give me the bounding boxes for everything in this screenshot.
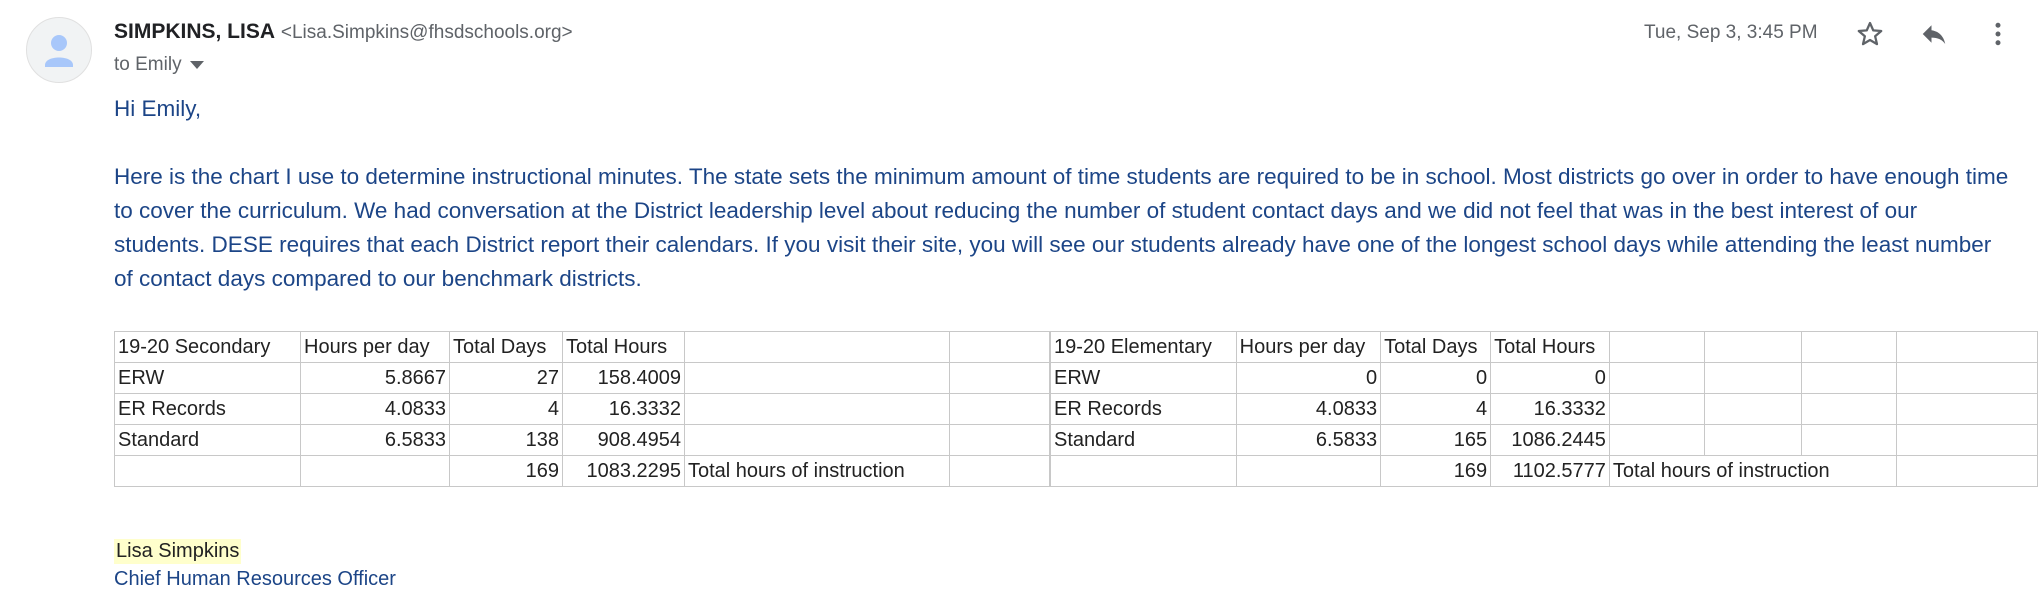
table-cell	[1705, 332, 1801, 363]
table-cell: Standard	[115, 425, 301, 456]
table-header-cell: 19-20 Elementary	[1051, 332, 1237, 363]
table-row	[115, 425, 1050, 456]
table-cell: ER Records	[1051, 394, 1237, 425]
table-cell	[1236, 456, 1380, 487]
table-cell	[950, 425, 1050, 456]
table-cell	[1705, 425, 1801, 456]
table-cell: ERW	[1051, 363, 1237, 394]
table-header-cell: Hours per day	[1236, 332, 1380, 363]
table-cell	[685, 394, 950, 425]
total-hours-cell: 1083.2295	[563, 456, 685, 487]
table-cell	[950, 332, 1050, 363]
table-cell	[1609, 363, 1705, 394]
table-cell: 4	[1381, 394, 1491, 425]
table-header-cell: Total Hours	[563, 332, 685, 363]
table-cell: 138	[450, 425, 563, 456]
table-cell: 16.3332	[563, 394, 685, 425]
table-cell: 4	[450, 394, 563, 425]
table-row	[1051, 363, 2038, 394]
more-options-button[interactable]	[1978, 14, 2018, 54]
secondary-hours-table	[114, 331, 1050, 487]
total-days-cell: 169	[450, 456, 563, 487]
table-cell	[1609, 332, 1705, 363]
table-row	[115, 394, 1050, 425]
signature-title: Chief Human Resources Officer	[114, 568, 396, 590]
table-cell	[1897, 332, 2038, 363]
person-icon	[27, 18, 91, 82]
table-cell	[685, 332, 950, 363]
table-header-row	[1051, 332, 2038, 363]
table-cell: 16.3332	[1491, 394, 1610, 425]
total-label-cell: Total hours of instruction	[1609, 456, 1897, 487]
avatar	[26, 17, 92, 83]
table-cell: ERW	[115, 363, 301, 394]
recipient-label: to Emily	[114, 54, 182, 75]
table-cell	[1801, 425, 1897, 456]
table-row	[1051, 425, 2038, 456]
table-cell: 165	[1381, 425, 1491, 456]
table-cell: 158.4009	[563, 363, 685, 394]
table-cell	[1897, 394, 2038, 425]
table-cell: 6.5833	[301, 425, 450, 456]
table-cell: 1086.2445	[1491, 425, 1610, 456]
table-header-row	[115, 332, 1050, 363]
table-cell	[1609, 394, 1705, 425]
table-cell	[1897, 425, 2038, 456]
elementary-hours-table	[1050, 331, 2038, 487]
table-total-row	[115, 456, 1050, 487]
table-row	[1051, 394, 2038, 425]
reply-button[interactable]	[1914, 14, 1954, 54]
table-cell	[1705, 363, 1801, 394]
table-cell: 5.8667	[301, 363, 450, 394]
table-header-cell: Total Days	[450, 332, 563, 363]
table-cell	[1801, 394, 1897, 425]
table-cell	[950, 363, 1050, 394]
table-cell: 27	[450, 363, 563, 394]
table-cell	[115, 456, 301, 487]
table-cell: 4.0833	[301, 394, 450, 425]
signature-name: Lisa Simpkins	[116, 540, 240, 562]
table-cell: 0	[1236, 363, 1380, 394]
table-cell: 4.0833	[1236, 394, 1380, 425]
chevron-down-icon	[190, 61, 204, 69]
table-cell: 0	[1491, 363, 1610, 394]
table-cell: 0	[1381, 363, 1491, 394]
timestamp: Tue, Sep 3, 3:45 PM	[1644, 22, 1818, 43]
table-header-cell: Total Days	[1381, 332, 1491, 363]
sender-name: SIMPKINS, LISA	[114, 20, 276, 43]
star-icon	[1855, 19, 1885, 49]
table-cell	[1897, 363, 2038, 394]
table-cell	[685, 425, 950, 456]
table-cell	[950, 394, 1050, 425]
table-header-cell: 19-20 Secondary	[115, 332, 301, 363]
table-row	[115, 363, 1050, 394]
table-cell: 6.5833	[1236, 425, 1380, 456]
table-cell: ER Records	[115, 394, 301, 425]
table-cell	[301, 456, 450, 487]
table-cell	[950, 456, 1050, 487]
table-cell	[1801, 332, 1897, 363]
more-vert-icon	[1983, 19, 2013, 49]
sender-email: <Lisa.Simpkins@fhsdschools.org>	[280, 22, 573, 43]
sender-line	[114, 20, 573, 44]
total-hours-cell: 1102.5777	[1491, 456, 1610, 487]
table-cell: Standard	[1051, 425, 1237, 456]
email-greeting: Hi Emily,	[114, 96, 202, 121]
table-cell	[1897, 456, 2038, 487]
table-cell: 908.4954	[563, 425, 685, 456]
table-cell	[1051, 456, 1237, 487]
email-paragraph: Here is the chart I use to determine instructional minutes. The state sets the minimum amount of time students are required to be in school. Most districts go over in order to have enough time to cover the curriculum. We had conversation at the District leadership level about reducing the number of student contact days and we did not feel that was in the best interest of our students. DESE requires that each District report their calendars. If you visit their site, you will see our students already have one of the longest school days while attending the least number of contact days compared to our benchmark districts.	[114, 164, 2009, 291]
total-days-cell: 169	[1381, 456, 1491, 487]
table-cell	[685, 363, 950, 394]
recipient-details-toggle[interactable]	[114, 54, 204, 76]
table-header-cell: Total Hours	[1491, 332, 1610, 363]
star-button[interactable]	[1850, 14, 1890, 54]
reply-icon	[1919, 19, 1949, 49]
table-cell	[1609, 425, 1705, 456]
table-cell	[1801, 363, 1897, 394]
table-cell	[1705, 394, 1801, 425]
table-header-cell: Hours per day	[301, 332, 450, 363]
total-label-cell: Total hours of instruction	[685, 456, 950, 487]
table-total-row	[1051, 456, 2038, 487]
